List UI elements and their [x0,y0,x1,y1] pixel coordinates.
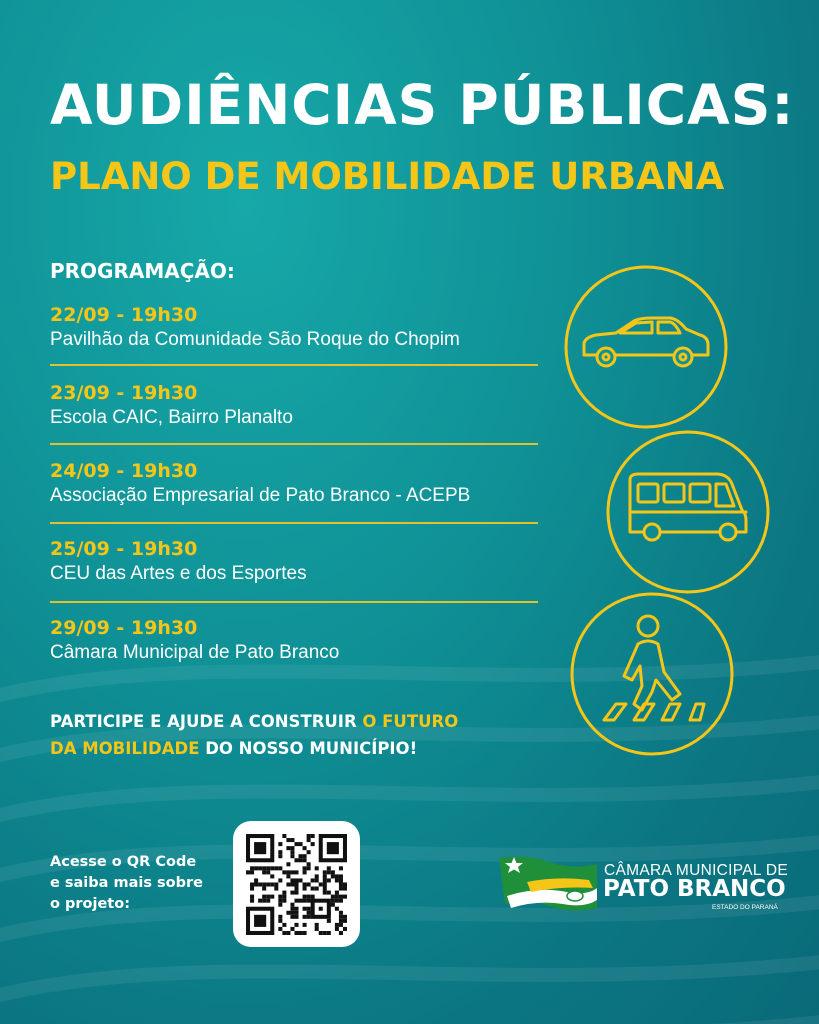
event-item [50,303,540,353]
divider [50,443,538,445]
qr-code[interactable] [233,821,360,947]
event-date: 23/09 - 19h30 [50,382,198,404]
cta-highlight: O FUTURO [362,712,459,731]
event-place: Pavilhão da Comunidade São Roque do Chopim [50,329,460,350]
programacao-heading: PROGRAMAÇÃO: [50,259,235,283]
divider [50,522,538,524]
event-place: CEU das Artes e dos Esportes [50,563,307,584]
pedestrian-icon [568,590,736,758]
event-place: Associação Empresarial de Pato Branco - ACEPB [50,485,471,506]
logo-text-estado: ESTADO DO PARANÁ [712,904,778,911]
event-item [50,616,540,666]
qr-text-line: e saiba mais sobre [50,875,203,891]
qr-text-line: Acesse o QR Code [50,854,197,870]
event-item [50,459,540,509]
divider [50,364,538,366]
qr-code-image [246,834,347,935]
qr-instructions [50,852,230,915]
qr-text-line: o projeto: [50,896,130,912]
title-subtitle: PLANO DE MOBILIDADE URBANA [50,155,725,198]
car-icon [562,263,730,431]
event-date: 29/09 - 19h30 [50,617,198,639]
event-date: 24/09 - 19h30 [50,460,198,482]
event-place: Câmara Municipal de Pato Branco [50,642,340,663]
title-main: AUDIÊNCIAS PÚBLICAS: [50,73,795,137]
divider [50,601,538,603]
cta-highlight: DA MOBILIDADE [50,739,200,758]
event-item [50,381,540,431]
cta-text: DO NOSSO MUNICÍPIO! [199,739,418,758]
call-to-action [50,708,550,762]
logo-text-pato-branco: PATO BRANCO [603,876,786,902]
event-date: 22/09 - 19h30 [50,304,198,326]
event-item [50,537,540,587]
event-date: 25/09 - 19h30 [50,538,198,560]
event-place: Escola CAIC, Bairro Planalto [50,407,293,428]
logo-text-camara: CÂMARA MUNICIPAL DE [604,862,788,879]
bus-icon [604,428,772,596]
cta-text: PARTICIPE E AJUDE A CONSTRUIR [50,712,363,731]
